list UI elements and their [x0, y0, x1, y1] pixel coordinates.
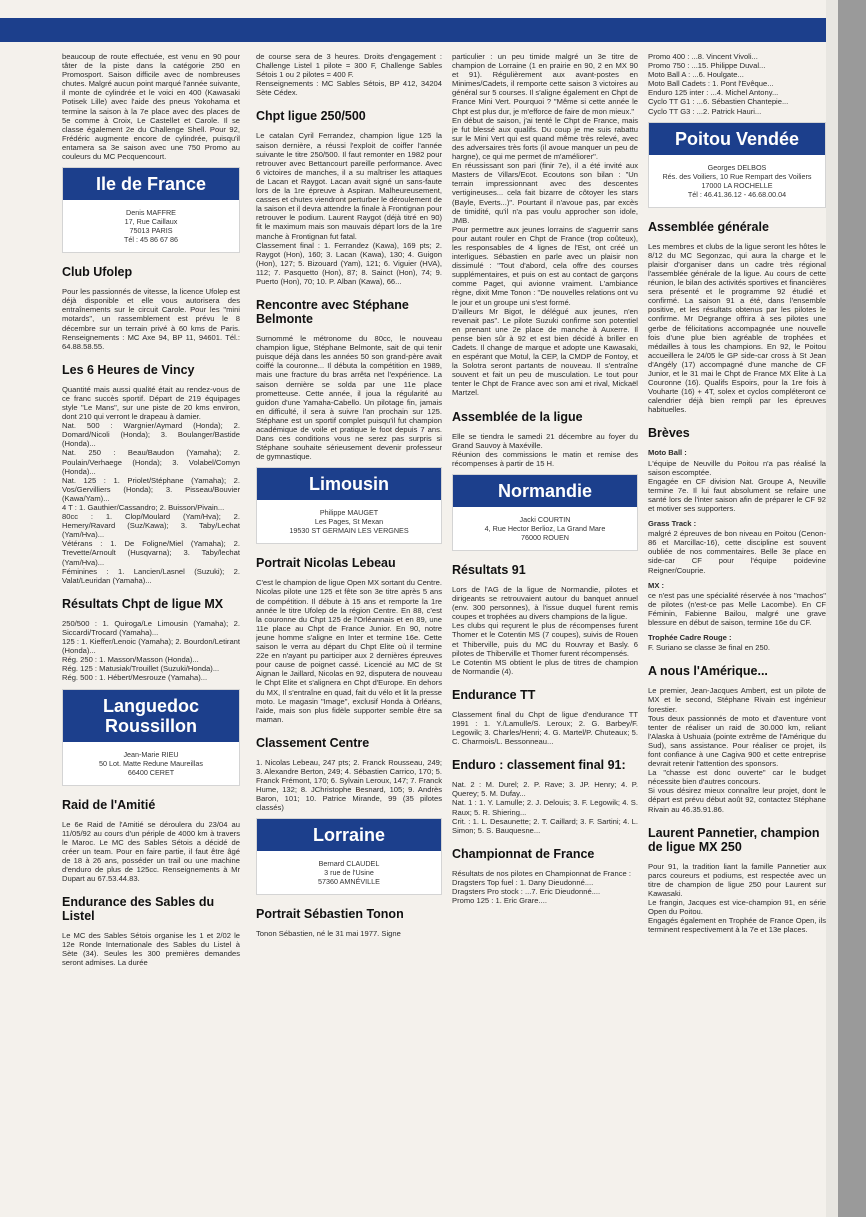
article-text: Le MC des Sables Sétois organise les 1 et 2/02 le 12e Ronde Internationale des Sables du Listel à Sète (34). Seules les 300 premières demandes seront admises. La durée	[62, 931, 240, 968]
heading-pannetier: Laurent Pannetier, champion de ligue MX 250	[648, 825, 820, 854]
heading-endurance-tt: Endurance TT	[452, 687, 536, 702]
column-3	[452, 52, 638, 910]
contact-tel: Tél : 46.41.36.12 - 46.68.00.04	[687, 189, 787, 199]
article-text: Pour 91, la tradition liant la famille Pannetier aux parcs coureurs et podiums, est respectée avec un titre de champion de ligue 250 pour Laurent sur Kawasaki. Le frangin, Jacques est vice-champion 91, en série Open du Poitou. Engagés également en Trophée de France Open, ils terminent respectivement à la 7e et 13e places.	[648, 861, 826, 935]
page-edge	[838, 0, 866, 1217]
league-box-title: Limousin	[257, 468, 441, 500]
intro-text: beaucoup de route effectuée, est venu en 90 pour tâter de la piste dans la catégorie 250 en Promosport. Saison difficile avec de nombreuses chutes. Malgré aucun point marqué l'année suivante, il monte de cylindrée et le voici en 400 (Kawasaki Potisek Lille) avec l'aide des pneus Yokohama et termine la saison à la 7e place avec des places de 5e comme à Croix, Le Castellet et Carole. Il se classe également 2e du Challenge Shell. Pour 92, Frédéric augmente encore de cylindrée, puisqu'il entamera sa 3e saison avec une 750 Promo au couleurs du MC Pecquencourt.	[62, 52, 240, 162]
article-text: Pour les passionnés de vitesse, la licence Ufolep est déjà disponible et elle vous autorisera des entraînements sur le circuit Carole. Pour les "mini motards", un rassemblement est prévu le 8 décembre sur un terrain privé à 60 kms de Paris. Renseignements : MC Axe 94, BP 11, 94601. Tél.: 64.88.58.55.	[62, 287, 240, 351]
intro-text: Promo 400 : ...8. Vincent Vivoli... Promo 750 : ...15. Philippe Duval... Moto Ball A : ...6. Houlgate... Moto Ball Cadets : 1. Pont l'Evêque... Enduro 125 inter : ...4. Michel Antony... Cyclo TT G1 : ...6. Sébastien Chantepie... Cyclo TT G3 : ...2. Patrick Hauri...	[648, 52, 789, 116]
league-box-languedoc	[62, 689, 240, 786]
contact-name: Philippe MAUGET	[319, 508, 379, 518]
contact-city: 75013 PARIS	[129, 226, 173, 236]
league-box-lorraine	[256, 818, 442, 895]
league-box-normandie	[452, 474, 638, 551]
article-text: C'est le champion de ligue Open MX sortant du Centre. Nicolas pilote une 125 et fête son 3e titre après 5 ans de compétition. Il débute à 15 ans et remporte la 1re année le titre Ufolep de la région Centre. En 88, c'est la couronne du Chpt 125 de l'Orléannais et en 89, une 11e place au Chpt de France Junior. En 90, notre jeune homme s'aligne en Inter et termine 16e. Cette saison le verra au départ du Chpt Elite où il termine 22e en n'ayant pu participer aux 2 dernières épreuves pour cause de poignet cassé. Licencié au MC de St Aignan le Jaillard, Nicolas en 92, disputera de nouveau le Chpt Elite et s'alignera en Chpt d'Europe. En dehors du MX, Il s'entraîne en quad, fait du vélo et lit la presse moto. Le magasin "Image", exclusif Honda à Orléans, l'aide, mais son plus fidèle supporter semble être sa maman.	[256, 578, 442, 724]
contact-city: 76000 ROUEN	[521, 532, 569, 542]
contact-address: Les Pages, St Mexan	[314, 517, 384, 527]
heading-enduro-classement: Enduro : classement final 91:	[452, 758, 626, 773]
heading-club-ufolep: Club Ufolep	[62, 265, 133, 280]
brief-title: Grass Track :	[648, 519, 697, 529]
contact-name: Jean-Marie RIEU	[123, 749, 179, 759]
brief-text: F. Suriano se classe 3e final en 250.	[648, 643, 770, 653]
league-box-title: Poitou Vendée	[649, 123, 825, 155]
heading-breves: Brèves	[648, 426, 690, 441]
heading-portrait-tonon: Portrait Sébastien Tonon	[256, 907, 404, 922]
article-text: Le 6e Raid de l'Amitié se déroulera du 23/04 au 11/05/92 au cours d'un périple de 4000 km à travers le Maroc. Le MC des Sables Sétois a décidé de créer un team. Pour en faire partie, il faut être âgé de 18 à 26 ans, posséder un trail ou une machine d'enduro de plus de 125cc. Renseignements à Mr Dupart au 67.53.44.83.	[62, 819, 240, 884]
article-text: Le catalan Cyril Ferrandez, champion ligue 125 la saison dernière, a réussi l'exploit de coiffer l'année suivante le titre 250/500. Il faut remonter en 1982 pour retrouver avec Bettancourt pareille performance. Avec 6 victoires de manches, il a su maîtriser les attaques de Lacan et Raygot. Lacan avait signé un sans-faute lors de la 1re épreuve à Aspiran. Malheureusement, casses et chutes viendront perturber le déroulement de la saison et il devra attendre la finale à Frontignan pour retrouver le podium. Laurent Raygot (déjà titré en 90) fit le maximum mais son mauvais départ lors de la 1re manche à Frontignan fut fatal. Classement final : 1. Ferrandez (Kawa), 169 pts; 2. Raygot (Hon), 160; 3. Lacan (Kawa), 130; 4. Guigon (Hon), 127; 5. Bizouard (Yam), 121; 6. Viguier (HVA), 112; 7. Pasquetto (Hon), 87; 8. Sainct (Hon), 74; 9. Puerto (Hon), 70; 10. P. Alban (Kawa), 66...	[256, 131, 442, 286]
heading-resultats-mx: Résultats Chpt de ligue MX	[62, 596, 224, 611]
contact-tel: Tél : 45 86 67 86	[124, 235, 178, 245]
league-box-poitou	[648, 122, 826, 208]
page-gutter	[826, 0, 838, 1217]
contact-city: 19530 ST GERMAIN LES VERGNES	[289, 526, 409, 536]
heading-classement-centre: Classement Centre	[256, 735, 370, 750]
contact-name: Bernard CLAUDEL	[318, 859, 380, 869]
article-text: 1. Nicolas Lebeau, 247 pts; 2. Franck Rousseau, 249; 3. Alexandre Berton, 249; 4. Sébastien Carrico, 170; 5. Franck Frémont, 170; 6. Sylvain Leroux, 147; 7. Franck Hume, 132; 8. JChristophe Besnard, 105; 9. Andrès Baron, 101; 10. Patrice Mirande, 99 (35 pilotes classés)	[256, 757, 442, 813]
heading-portrait-lebeau: Portrait Nicolas Lebeau	[256, 556, 396, 571]
heading-chpt-ligue: Chpt ligue 250/500	[256, 109, 366, 124]
heading-assemblee-ligue: Assemblée de la ligue	[452, 409, 583, 424]
contact-name: Jacki COURTIN	[519, 514, 571, 524]
brief-title: Moto Ball :	[648, 448, 687, 458]
column-1	[62, 52, 240, 973]
article-text: Nat. 2 : M. Durel; 2. P. Rave; 3. JP. Henry; 4. P. Querey; 5. M. Dufay... Nat. 1 : 1. Y. Lamulle; 2. J. Delouis; 3. F. Legowik; 4. S. Raux; 5. R. Shiering... Crit. : 1. L. Desaunette; 2. T. Caillard; 3. F. Sartini; 4. L. Simon; 5. S. Bauquesne...	[452, 780, 638, 835]
contact-name: Georges DELBOS	[707, 162, 767, 172]
league-box-title: Ile de France	[63, 168, 239, 200]
brief-text: malgré 2 épreuves de bon niveau en Poitou (Cenon-86 et Marcillac-16), cette discipline est souvent oubliée de nos commentaires. Belle 3e place en side-car CF pour l'équipe poidevine Reigner/Couprie.	[648, 529, 826, 575]
heading-raid-amitie: Raid de l'Amitié	[62, 797, 156, 812]
article-text: Les membres et clubs de la ligue seront les hôtes le 8/12 du MC Segonzac, qui aura la charge et le plaisir d'organiser dans un cadre très régional l'assemblée générale de la ligue. Au cours de cette réunion, le bilan des activités sportives et financières sera présenté et le programme 92 étudié et confirmé. La saison 91 a été, dans l'ensemble positive, et les résultats obtenus par les pilotes le confirme. Mr Degrange offrira à ses pilotes une gerbe de félicitations accompagnée une nouvelle fois d'une plue bien agréable de trophées et médailles à tous les champions. En 92, le Poitou accueillera le 24/05 le GP side-car cross à St Jean d'Angély (17) accompagné d'une manche de CF Junior, et le 31 mai le Chpt de France MX Elite à La Couronne (16). Qualifs Espoirs, pour la 1re fois à Vouharte (16) + 4T, solex et cyclos compléteront ce calendrier déjà bien rempli par les épreuves habituelles.	[648, 241, 826, 415]
league-box-title: Lorraine	[257, 819, 441, 851]
heading-belmonte: Rencontre avec Stéphane Belmonte	[256, 298, 409, 327]
intro-text: de course sera de 3 heures. Droits d'engagement : Challenge Listel 1 pilote = 300 F, Challenge Sables Sétois 1 ou 2 pilotes = 400 F. Renseignements : MC Sables Sétois, BP 412, 34204 Sète Cédex.	[256, 52, 442, 98]
brief-title: MX :	[648, 580, 665, 590]
heading-assemblee-generale: Assemblée générale	[648, 219, 769, 234]
article-text: Quantité mais aussi qualité était au rendez-vous de ce franc succès sportif. Départ de 219 équipages style "Le Mans", sur une piste de 20 kms environ, dont 210 qui verront le drapeau à damier. Nat. 500 : Wargnier/Aymard (Honda); 2. Domard/Nicoli (Honda); 3. Boulanger/Bastide (Honda)... Nat. 250 : Beau/Baudon (Yamaha); 2. Poulain/Verhaege (Honda); 3. Volabel/Comyn (Honda)... Nat. 125 : 1. Priolet/Stéphane (Yamaha); 2. Vos/Gervilliers (Honda); 3. Pisseau/Bouvier (Kawa/Yam)... 4 T : 1. Gauthier/Cassandro; 2. Buisson/Pivain... 80cc : 1. Clop/Moulard (Yam/Hva); 2. Hemery/Ravard (Suz/Kawa); 3. Taby/Lechat (Yam/Hva)... Vétérans : 1. De Foligne/Miel (Yamaha); 2. Trevette/Arnoult (Husqvarna); 3. Taby/lechat (Yam/Hva)... Féminines : 1. Lancien/Lasnel (Suzuki); 2. Valat/Leuridan (Yamaha)...	[62, 384, 240, 585]
brief-text: L'équipe de Neuville du Poitou n'a pas réalisé la saison escomptée. Engagée en CF division Nat. Groupe A, Neuville termine 7e. Il lui faut absolument se refaire une santé lors de l'inter saison afin de préparer le CF 92 et motiver ses supporters.	[648, 458, 826, 513]
league-box-title: Languedoc Roussillon	[63, 690, 239, 742]
contact-address: 50 Lot. Matte Redune Maureillas	[99, 758, 203, 768]
top-color-bar	[0, 18, 826, 42]
league-box-ile-de-france	[62, 167, 240, 253]
article-text: Surnommé le métronome du 80cc, le nouveau champion ligue, Stéphane Belmonte, sait de qui tenir puisque déjà dans les années 50 son grand-père avait coiffé la couronne... Il débuta la compétition en 1989, mais une fracture du bras arrêta net l'expérience. La saison dernière se solda par une 11e place prometteuse. Cette année, il joua la régularité au guidon d'une Yamaha-Cabello. Un pilotage fin, jamais en difficulté, il sera à suivre l'an prochain sur 125. Stéphane est un sportif complet puisqu'il fut champion académique de voile et pratique le foot depuis 7 ans. Dans ces conditions vous ne serez pas surpris si Stéphane souhaite sérieusement devenir professeur de gymnastique.	[256, 334, 442, 462]
brief-text: ce n'est pas une spécialité réservée à nos "machos" de pilotes (n'est-ce pas Melle Lacombe). En CF Féminin, Fabienne Bailou, malgré une grave blessure en début de saison, termine 16e du CF.	[648, 590, 826, 628]
contact-city: 57360 AMNÉVILLE	[318, 877, 380, 887]
contact-address: 3 rue de l'Usine	[324, 868, 374, 878]
heading-resultats-91: Résultats 91	[452, 562, 526, 577]
brief-title: Trophée Cadre Rouge :	[648, 633, 732, 643]
contact-address: 4, Rue Hector Berlioz, La Grand Mare	[484, 523, 606, 533]
contact-city: 66400 CERET	[127, 767, 175, 777]
heading-amerique: A nous l'Amérique...	[648, 664, 768, 679]
league-box-limousin	[256, 467, 442, 544]
article-text: 250/500 : 1. Quiroga/Le Limousin (Yamaha); 2. Siccardi/Trocard (Yamaha)... 125 : 1. Kieffer/Lenoic (Yamaha); 2. Bourdon/Letirant (Honda)... Rég. 250 : 1. Masson/Masson (Honda)... Rég. 125 : Matusiak/Trouillet (Suzuki/Honda)... Rég. 500 : 1. Hébert/Mesrouze (Yamaha)...	[62, 618, 240, 683]
contact-address: Rés. des Voiliers, 10 Rue Rempart des Voiliers	[662, 171, 812, 181]
heading-endurance-sables: Endurance des Sables du Listel	[62, 895, 215, 924]
contact-address: 17, Rue Caillaux	[124, 217, 178, 227]
column-2	[256, 52, 442, 944]
article-text: Classement final du Chpt de ligue d'endurance TT 1991 : 1. Y./Lamulle/S. Leroux; 2. G. Barbey/F. Legowik; 3. Charles/Henri; 4. G. Martel/P. Chuteaux; 5. C. Charmois/L. Bessonneau...	[452, 709, 638, 747]
heading-championnat-france: Championnat de France	[452, 846, 595, 861]
column-4	[648, 52, 826, 939]
article-text: Tonon Sébastien, né le 31 mai 1977. Signe	[256, 929, 401, 939]
article-text: Résultats de nos pilotes en Championnat de France : Dragsters Top fuel : 1. Dany Dieudonné.... Dragsters Pro stock : ...7. Eric Dieudonné.... Promo 125 : 1. Eric Grare....	[452, 868, 631, 906]
article-text: Lors de l'AG de la ligue de Normandie, pilotes et dirigeants se retrouvaient autour du banquet annuel (env. 300 personnes), à l'issue duquel furent remis coupes et trophées au divers champions de la ligue. Les clubs qui reçurent le plus de récompenses furent Thomer et le Cotentin MS (7 coupes), suivis de Rouen et Thiberville, puis du MC du Rouvray et Basly. 6 pilotes de Thiberville et Thomer furent récompensés. Le Cotentin MS obtient le plus de titres de champion de Normandie (4).	[452, 584, 638, 676]
contact-city: 17000 LA ROCHELLE	[701, 180, 773, 190]
article-text: Elle se tiendra le samedi 21 décembre au foyer du Grand Sauvoy à Maxéville. Réunion des commissions le matin et remise des récompenses à partir de 15 H.	[452, 431, 638, 468]
heading-6-heures-vincy: Les 6 Heures de Vincy	[62, 362, 195, 377]
league-box-title: Normandie	[453, 475, 637, 507]
contact-name: Denis MAFFRE	[126, 208, 176, 218]
intro-text: particulier : un peu timide malgré un 3e titre de champion de Lorraine (1 en prairie en 90, 2 en MX 90 et 91). Régulièrement aux avant-postes en Minimes/Cadets, il remporte cette saison 3 victoires au général sur 5 courses. Il s'aligne également en Chpt de France Mini Vert. Pourquoi ? "Même si cette année le Chpt est plus dur, je m'efforce de faire de mon mieux." En début de saison, j'ai tenté le Chpt de France, mais je fut blessé aux qualifs. Du coup je me suis rabattu sur le Mini Vert qui est quand même très relevé, avec des adversaires très forts (il avoue manquer un peu de hargne), ce qui me permet de m'améliorer". En réussissant son pari (finir 7e), il a été invité aux Masters de Villars/Ecot. Ecoutons son bilan : "Un terrain impressionnant avec des descentes vertigineuses... cela fait bizarre de côtoyer les stars (Bayle, Everts...)". Pourtant il n'avoue pas, par excès de timidité, qu'il n'a pas voulu approcher son idole, JMB. Pour permettre aux jeunes lorrains de s'aguerrir sans pour autant rouler en Chpt de France (trop coûteux), les responsables de 4 lignes de l'Est, ont créé un interligues. Sébastien en parle avec un plaisir non dissimulé : "Tout d'abord, cela offre des courses supplémentaires, et puis on est au contact de garçons comme Paget, qui avionne vraiment. L'ambiance règne, dixit Mme Tonon : "De nouvelles relations ont vu le jour et un groupe uni s'est formé. D'ailleurs Mr Bigot, le délégué aux jeunes, n'en revenait pas". Le pilote Suzuki confirme son potentiel en prenant une 2e place de manche à Auxerre. Il pense bien sûr à 92 et est bien décidé à briller en Cadets. Il change de marque et adopte une Kawasaki, en espérant que Motul, la CEP, la CMDP de Fontoy, et la Solotra seront partants de nouveau. Il s'entraîne souvent et fait un peu de musculation. Le tout pour tenter le Chpt de France avec son ami et rival, Mickaël Martzel.	[452, 52, 638, 398]
article-text: Le premier, Jean-Jacques Ambert, est un pilote de MX et le second, Stéphane Rivain est ingénieur forestier. Tous deux passionnés de moto et d'aventure vont tenter de réaliser un raid de 30.000 km, reliant l'Alaska à Ushuaia (pointe extrême de l'Amérique du Sud), sans assistance. Pour réaliser ce projet, ils font confiance à une Cagiva 900 et cette entreprise devrait retenir l'attention des sponsors. La "chasse est donc ouverte" car le budget nécessite bien d'autres concours. Si vous désirez mieux connaître leur projet, dont le départ est prévu début août 92, contactez Stéphane Rivain au 46.35.91.86.	[648, 686, 826, 814]
